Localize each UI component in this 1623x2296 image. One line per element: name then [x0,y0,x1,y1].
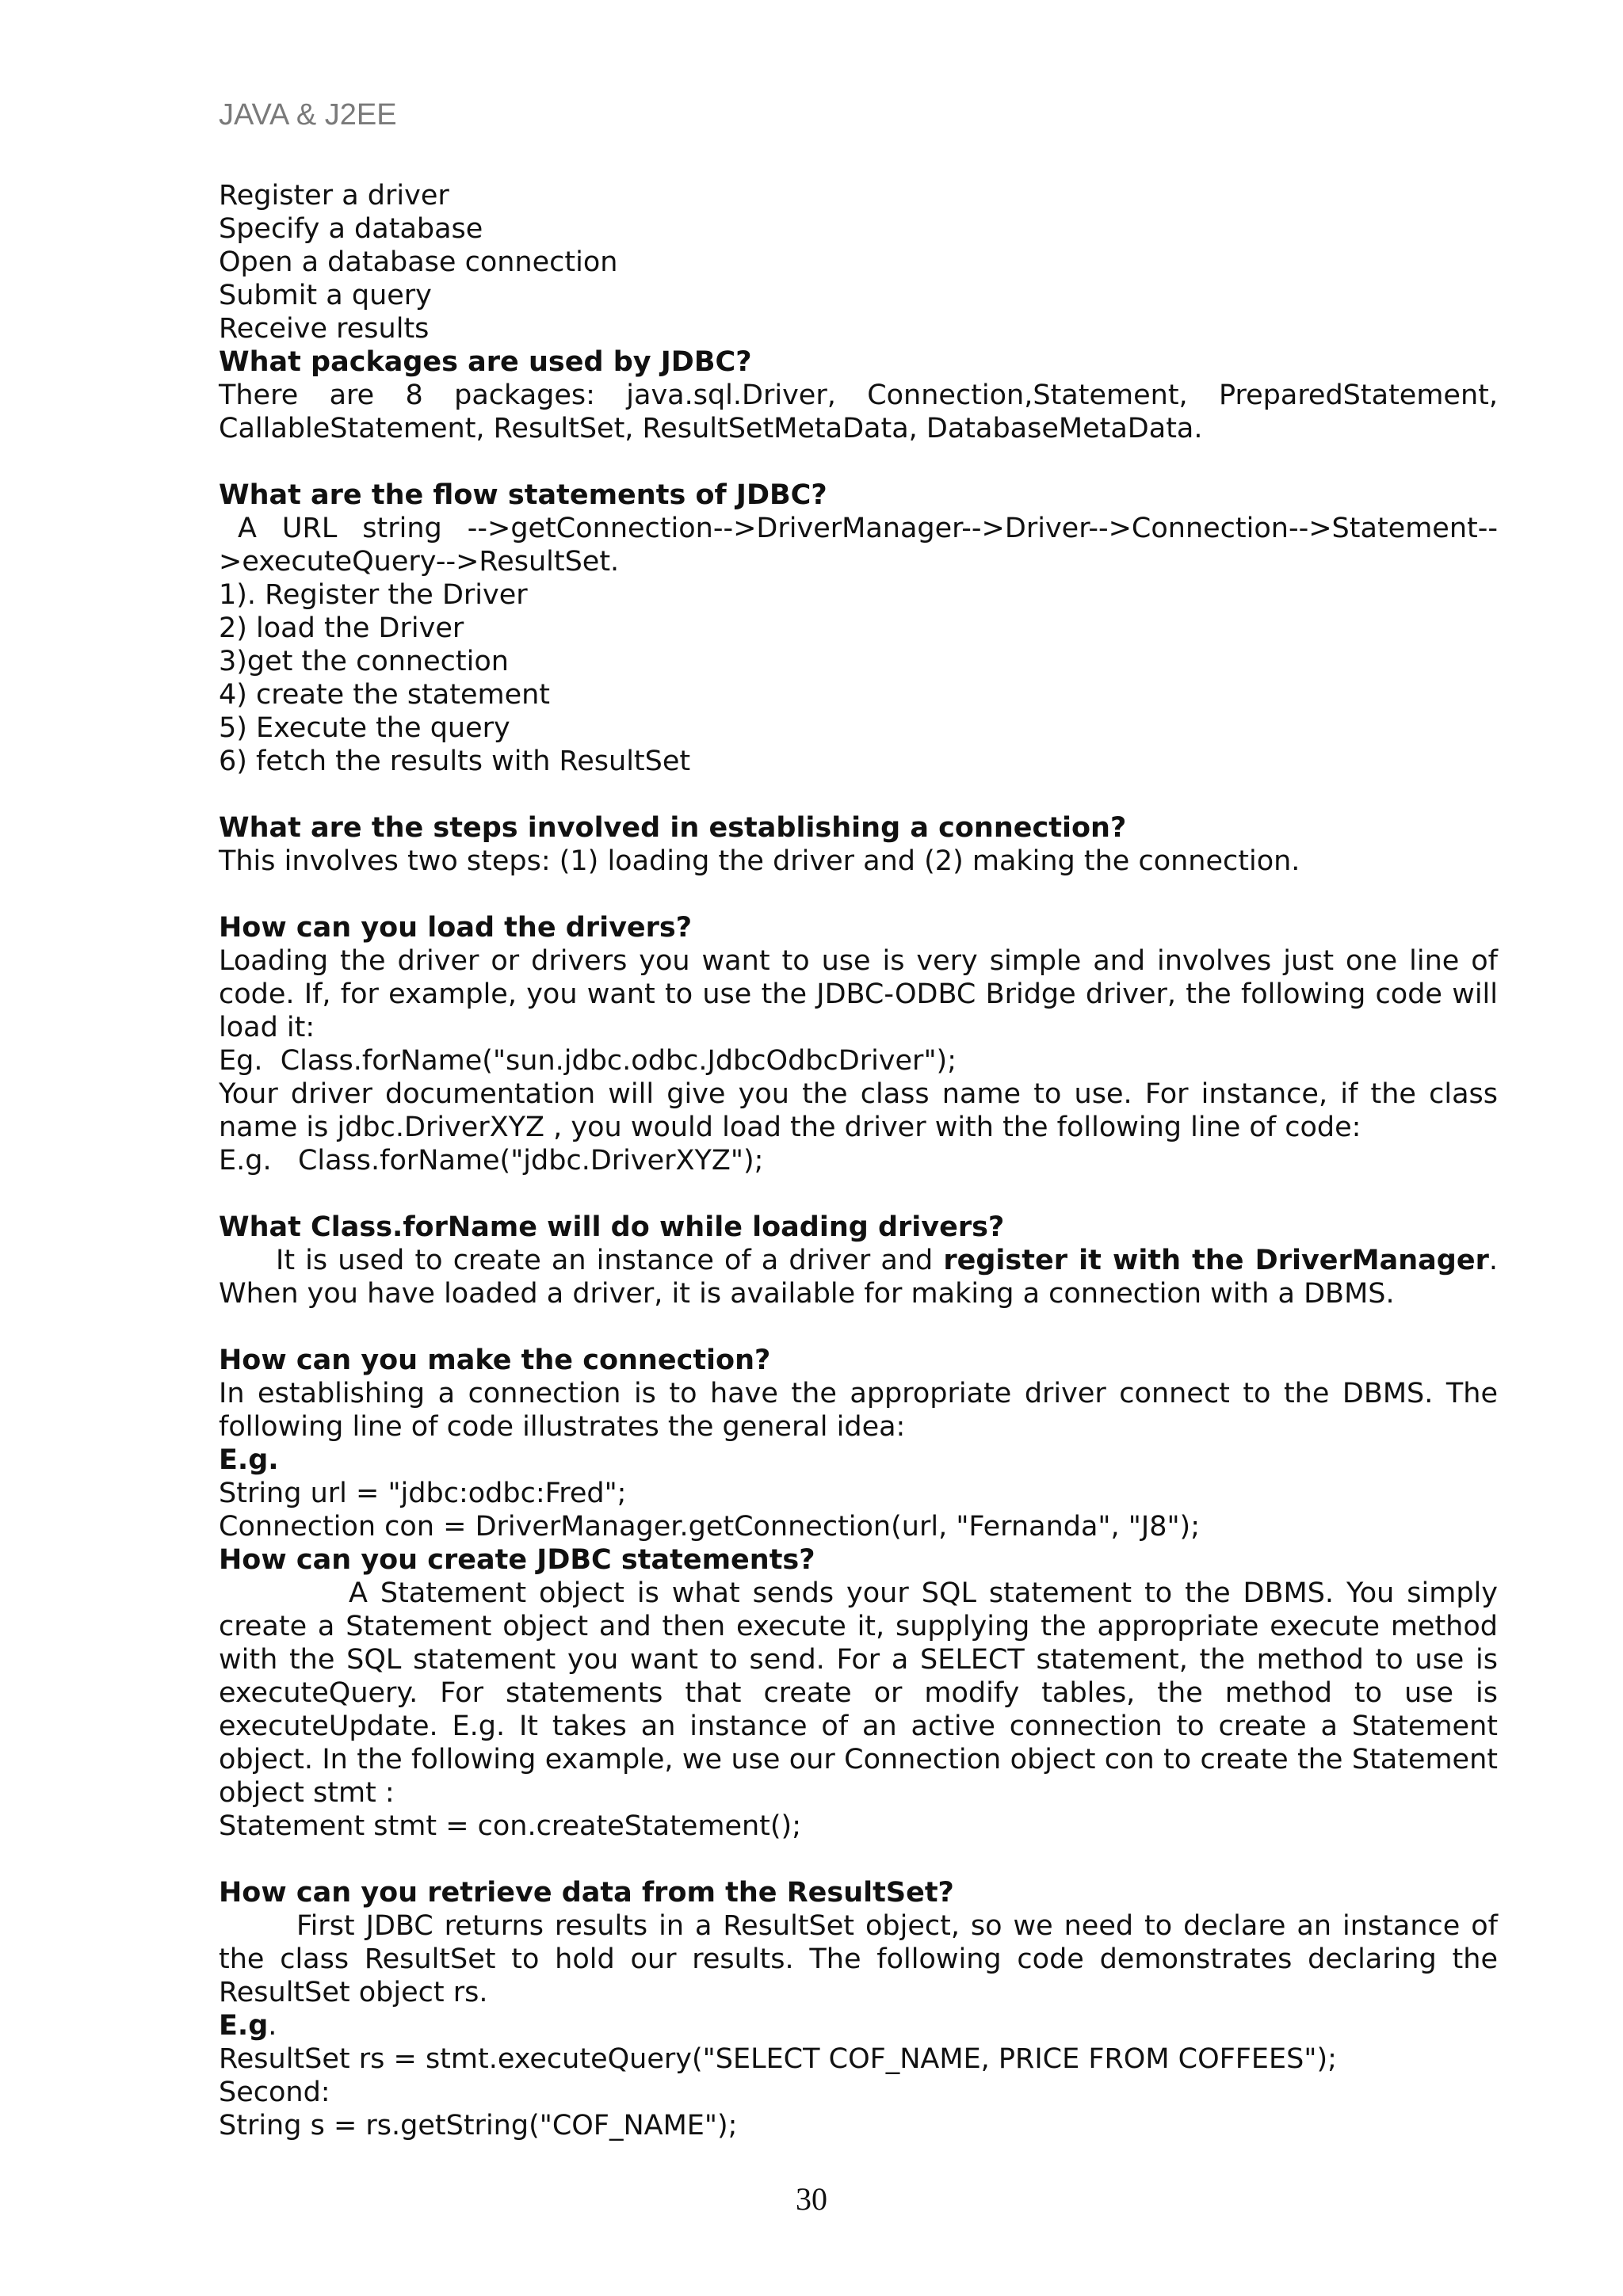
question-heading: What are the steps involved in establishing a connection? [219,812,1127,844]
code-example: ResultSet rs = stmt.executeQuery("SELECT COF_NAME, PRICE FROM COFFEES"); [219,2043,1337,2075]
intro-step: Submit a query [219,280,432,311]
code-example: Statement stmt = con.createStatement(); [219,1810,801,1842]
question-heading: How can you make the connection? [219,1344,771,1376]
answer-paragraph: Your driver documentation will give you the class name to use. For instance, if the class name is jdbc.DriverXYZ , you would load the driver with the following line of code: [219,1078,1498,1143]
flow-line: A URL string -->getConnection-->DriverManager-->Driver-->Connection-->Statement-- [238,513,1498,544]
code-example: String s = rs.getString("COF_NAME"); [219,2110,738,2142]
spacer [219,1843,1498,1876]
intro-step: Register a driver [219,180,449,212]
flow-step: 1). Register the Driver [219,579,528,611]
flow-step: 2) load the Driver [219,612,464,644]
answer-paragraph: There are 8 packages: java.sql.Driver, Connection,Statement, PreparedStatement, CallableStatement, ResultSet, ResultSetMetaData, DatabaseMetaData. [219,379,1498,444]
flow-step: 4) create the statement [219,679,551,711]
question-heading: How can you load the drivers? [219,912,693,944]
question-heading: What Class.forName will do while loading drivers? [219,1211,1005,1243]
spacer [219,878,1498,911]
answer-paragraph: First JDBC returns results in a ResultSet object, so we need to declare an instance of the class ResultSet to hold our results. The following code demonstrates declaring the ResultSet object rs. [219,1910,1498,2008]
spacer [219,445,1498,479]
flow-step: 6) fetch the results with ResultSet [219,746,691,777]
question-heading: What packages are used by JDBC? [219,346,752,378]
example-label: E.g. [219,1444,279,1476]
intro-step: Specify a database [219,213,483,245]
answer-paragraph: This involves two steps: (1) loading the driver and (2) making the connection. [219,845,1300,877]
question-heading: How can you create JDBC statements? [219,1544,815,1576]
example-label-line [219,2009,1498,2042]
answer-text: . When you have loaded a driver, it is available for making a connection with a DBMS. [219,1245,1498,1310]
answer-paragraph: In establishing a connection is to have the appropriate driver connect to the DBMS. The following line of code illustrates the general idea: [219,1378,1498,1443]
answer-paragraph [219,1244,1498,1310]
question-heading: How can you retrieve data from the ResultSet? [219,1877,954,1909]
spacer [219,1177,1498,1211]
intro-step: Receive results [219,313,430,345]
spacer [219,778,1498,811]
running-header: JAVA & J2EE [219,98,397,132]
answer-paragraph: A Statement object is what sends your SQL statement to the DBMS. You simply create a Statement object and then execute it, supplying the appropriate execute method with the SQL statement you want to send. For a SELECT statement, the method to use is executeQuery. For statements that create or modify tables, the method to use is executeUpdate. E.g. It takes an instance of an active connection to create a Statement object. In the following example, we use our Connection object con to create the Statement object stmt : [219,1577,1498,1809]
code-example: Eg. Class.forName("sun.jdbc.odbc.JdbcOdbcDriver"); [219,1045,957,1077]
answer-paragraph: Loading the driver or drivers you want to use is very simple and involves just one line of code. If, for example, you want to use the JDBC-ODBC Bridge driver, the following code will load it: [219,945,1498,1043]
step-label: Second: [219,2077,330,2108]
spacer [219,1310,1498,1344]
answer-emphasis: register it with the DriverManager [943,1245,1489,1276]
intro-step: Open a database connection [219,246,618,278]
flow-line: >executeQuery-->ResultSet. [219,546,620,578]
question-heading: What are the flow statements of JDBC? [219,479,827,511]
example-label: E.g [219,2010,269,2042]
code-example: Connection con = DriverManager.getConnection(url, "Fernanda", "J8"); [219,1511,1201,1543]
code-example: E.g. Class.forName("jdbc.DriverXYZ"); [219,1145,764,1177]
code-example: String url = "jdbc:odbc:Fred"; [219,1478,627,1509]
flow-step: 5) Execute the query [219,712,510,744]
answer-text: It is used to create an instance of a driver and [276,1245,944,1276]
page-body [219,179,1498,2142]
page-number: 30 [796,2181,827,2217]
flow-step: 3)get the connection [219,646,509,677]
example-label-dot: . [268,2010,277,2042]
